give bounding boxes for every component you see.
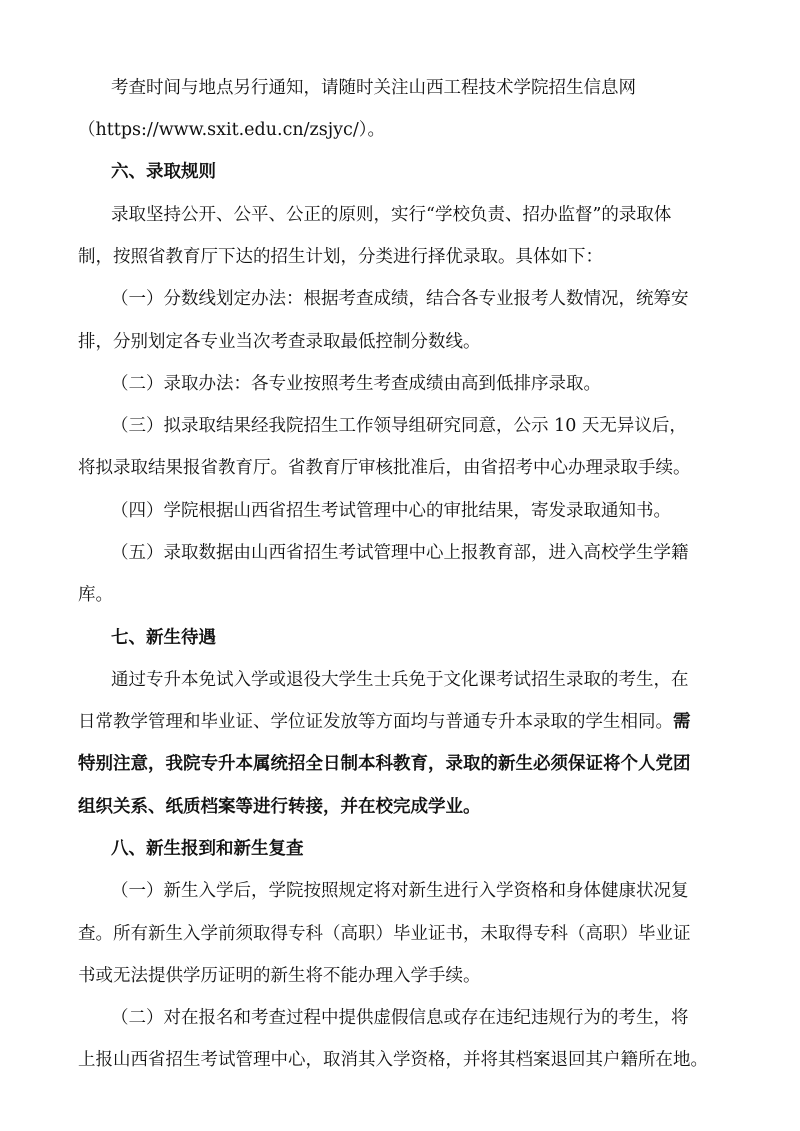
section-heading: 六、录取规则 <box>111 162 216 182</box>
paragraph-line: （一）分数线划定办法：根据考查成绩，结合各专业报考人数情况，统筹安 <box>111 289 689 309</box>
paragraph-line: （五）录取数据由山西省招生考试管理中心上报教育部，进入高校学生学籍 <box>111 543 689 563</box>
paragraph-line: 录取坚持公开、公平、公正的原则，实行“学校负责、招办监督”的录取体 <box>111 205 672 225</box>
paragraph-line: （一）新生入学后，学院按照规定将对新生进行入学资格和身体健康状况复 <box>111 881 689 901</box>
paragraph-line: 查。所有新生入学前须取得专科（高职）毕业证书，未取得专科（高职）毕业证 <box>78 924 691 944</box>
paragraph-line: 通过专升本免试入学或退役大学生士兵免于文化课考试招生录取的考生，在 <box>111 670 689 690</box>
bold-notice-line: 组织关系、纸质档案等进行转接，并在校完成学业。 <box>78 797 481 817</box>
paragraph-line: （四）学院根据山西省招生考试管理中心的审批结果，寄发录取通知书。 <box>111 501 671 521</box>
paragraph-line: 将拟录取结果报省教育厅。省教育厅审核批准后，由省招考中心办理录取手续。 <box>78 458 691 478</box>
paragraph-line <box>0 710 800 734</box>
paragraph-line: 上报山西省招生考试管理中心，取消其入学资格，并将其档案退回其户籍所在地。 <box>78 1050 708 1070</box>
section-heading: 七、新生待遇 <box>111 628 216 648</box>
url-line: （https://www.sxit.edu.cn/zsjyc/）。 <box>78 120 385 140</box>
paragraph-line: （三）拟录取结果经我院招生工作领导组研究同意，公示 10 天无异议后， <box>111 416 687 436</box>
section-heading: 八、新生报到和新生复查 <box>111 839 304 859</box>
paragraph-line: 考查时间与地点另行通知，请随时关注山西工程技术学院招生信息网 <box>111 78 636 98</box>
paragraph-line: 书或无法提供学历证明的新生将不能办理入学手续。 <box>78 966 481 986</box>
paragraph-line: 制，按照省教育厅下达的招生计划，分类进行择优录取。具体如下： <box>78 247 603 267</box>
bold-notice-line: 特别注意，我院专升本属统招全日制本科教育，录取的新生必须保证将个人党团 <box>78 754 691 774</box>
paragraph-line: 库。 <box>78 585 113 605</box>
paragraph-line: （二）对在报名和考查过程中提供虚假信息或存在违纪违规行为的考生，将 <box>111 1008 689 1028</box>
paragraph-line: 排，分别划定各专业当次考查录取最低控制分数线。 <box>78 332 481 352</box>
bold-notice-text: 需 <box>673 712 691 732</box>
paragraph-text: 日常教学管理和毕业证、学位证发放等方面均与普通专升本录取的学生相同。 <box>78 712 673 732</box>
paragraph-line: （二）录取办法：各专业按照考生考查成绩由高到低排序录取。 <box>111 374 601 394</box>
